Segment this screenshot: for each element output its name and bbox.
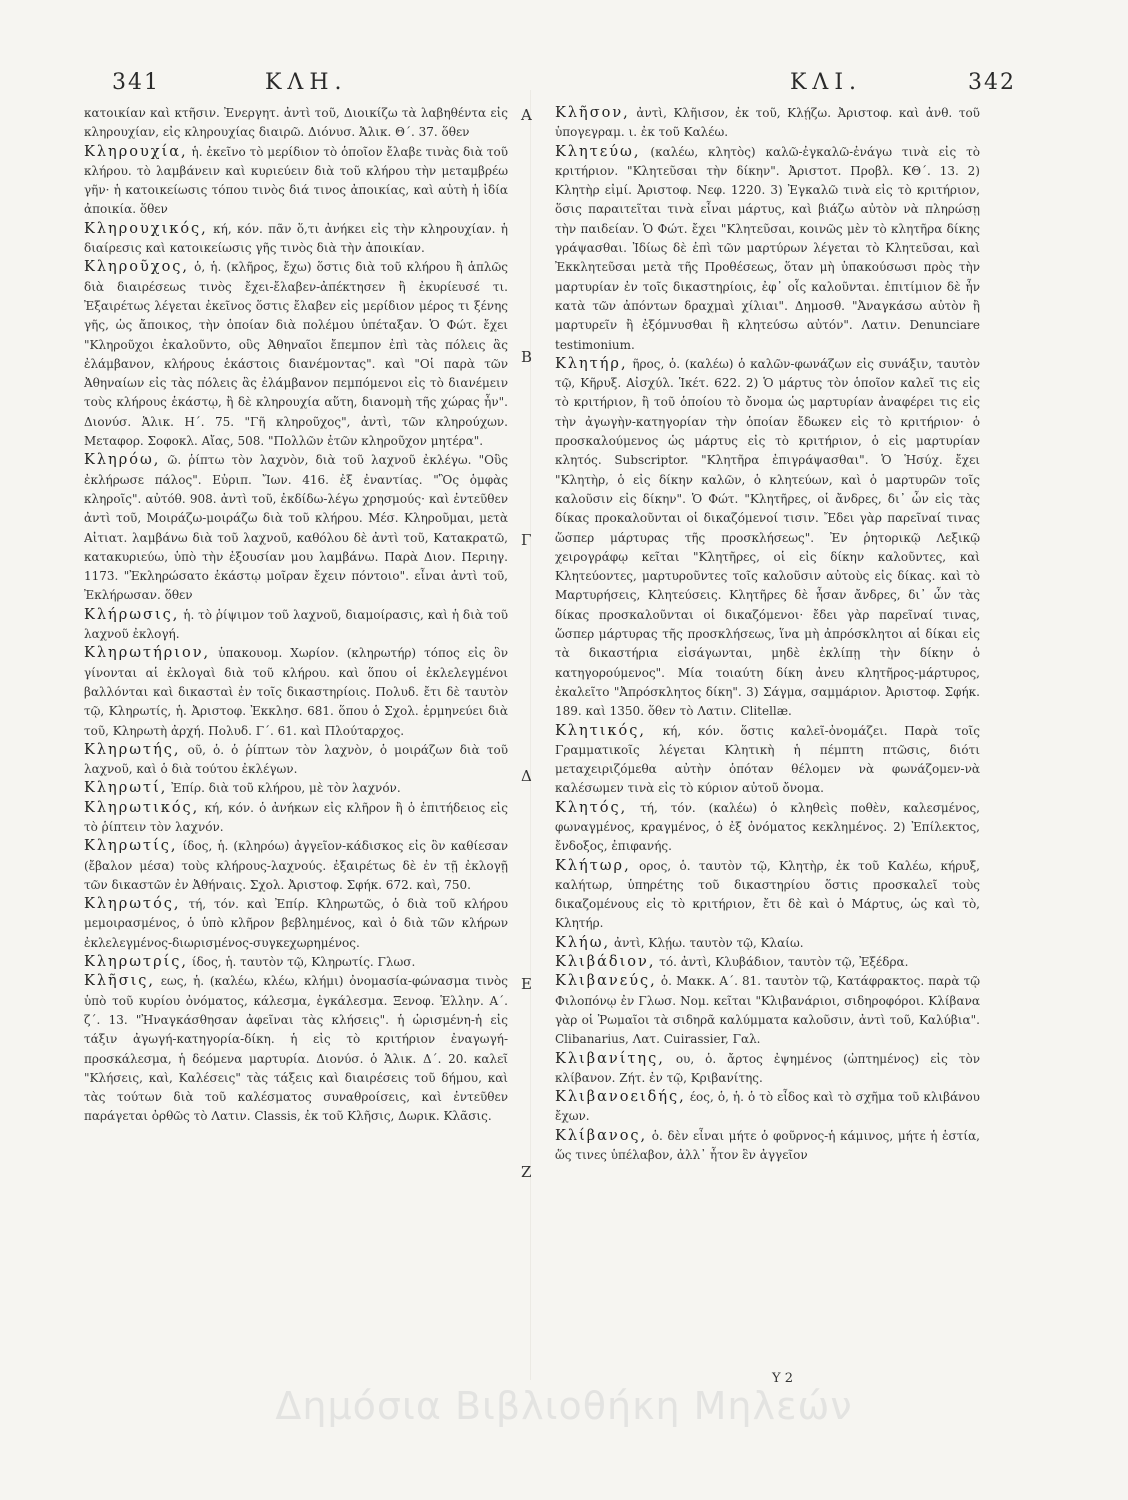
left-column	[84, 104, 508, 1127]
entry-text: ορος, ὁ. ταυτὸν τῷ, Κλητὴρ, ἐκ τοῦ Καλέω, κήρυξ, καλήτωρ, ὑπηρέτης τοῦ δικαστηρίου ὅστις προσκαλεῖ τοὺς δικαζομένους εἰς τὸ κριτήριον, ἔτι δὲ καὶ ὁ Μάρτυς, ὡς καὶ τὸ, Κλητήρ.	[555, 858, 980, 931]
entry-headword: Κλῆσον,	[555, 105, 630, 121]
entry-headword: Κληρωτήριον,	[84, 645, 211, 662]
dictionary-entry	[84, 258, 508, 451]
entry-text: ἀντὶ, Κλῄω. ταυτὸν τῷ, Κλαίω.	[613, 935, 804, 950]
entry-text: ῆρος, ὁ. (καλέω) ὁ καλῶν-φωνάζων εἰς συνάξιν, ταυτὸν τῷ, Κῆρυξ. Αἰσχύλ. Ἱκέτ. 622. 2) Ὁ μάρτυς τὸν ὁποῖον καλεῖ τις εἰς τὸ κριτήριον, ἢ τοῦ ὁποίου τὸ ὄνομα ὡς μαρτυρίαν ἀναφέρει τις εἰς τὴν ἀγωγὴν-κατηγορίαν τὴν ὁποίαν ἔδωκεν εἰς τὸ κριτήριον· ὁ προσκαλούμενος ὡς μάρτυς εἰς τὸ κριτήριον, ὁ εἰς μαρτυρίαν κλητός. Subscriptor. "Κλητῆρα ἐπιγράψασθαι". Ὁ Ἡσύχ. ἔχει "Κλητὴρ, ὁ εἰς δίκην καλῶν, ὁ κλητεύων, καὶ ὁ μαρτυρῶν τοῖς καλοῦσιν εἰς δίκην". Ὁ Φώτ. "Κλητῆρες, οἱ ἄνδρες, δι᾽ ὧν εἰς τὰς δίκας προκαλοῦνται οἱ δικαζόμενοί τισιν. Ἔδει γὰρ παρεῖναί τινας ὥσπερ μάρτυρας τῆς προσκλήσεως". Ἐν ῥητορικῷ Λεξικῷ χειρογράφῳ κεῖται "Κλητῆρες, οἱ εἰς δίκην καλοῦντες, καὶ Κλητεύοντες, μαρτυροῦντες τοῖς καλοῦσιν αὐτοὺς εἰς δίκας. καὶ τὸ Μαρτυρήσεις, Κλητεύσεις. Κλητῆρες δὲ ἦσαν ἄνδρες, δι᾽ ὧν τὰς δίκας προσκαλοῦνται οἱ δικαζόμενοι· ἔδει γὰρ παρεῖναί τινας, ὥσπερ μάρτυρας τῆς προσκλήσεως, ἵνα μὴ ἀπρόσκλητοι αἱ δίκαι εἰς τὰ δικαστήρια εἰσάγωνται, μηδὲ ἐκλίπῃ τὴν δίκην ὁ κατηγορούμενος". Μία τοιαύτη δίκη ἀνευ κλητῆρος-μάρτυρος, ἐκαλεῖτο "Ἀπρόσκλητος δίκη". 3) Σάγμα, σαμμάριον. Ἀριστοφ. Σφήκ. 189. καὶ 1350. ὅθεν τὸ Λατιν. Clitellæ.	[555, 356, 980, 719]
entry-text: ὁ. δὲν εἶναι μήτε ὁ φοῦρνος-ἡ κάμινος, μήτε ἡ ἑστία, ὥς τινες ὑπέλαβον, ἀλλ᾽ ἦτον ἓν ἀγγεῖον	[555, 1128, 980, 1163]
dictionary-entry	[555, 1127, 980, 1166]
entry-headword: Κληρουχικός,	[84, 220, 208, 237]
running-head-right: ΚΛΙ.	[790, 70, 863, 95]
dictionary-entry	[555, 857, 980, 934]
entry-headword: Κλῆσις,	[84, 973, 156, 990]
dictionary-entry	[555, 1088, 980, 1127]
entry-headword: Κλήρωσις,	[84, 606, 180, 623]
dictionary-entry	[555, 972, 980, 1049]
page-fold	[530, 90, 531, 1380]
dictionary-entry	[84, 895, 508, 953]
dictionary-entry	[84, 837, 508, 895]
entry-headword: Κληρωτικός,	[84, 799, 200, 816]
entry-text: ὑπακουομ. Χωρίον. (κληρωτήρ) τόπος εἰς ὃν γίνονται αἱ ἐκλογαὶ διὰ τοῦ κλήρου. καὶ ὅπου οἱ ἐκλελεγμένοι βαλλόνται καὶ δικασταὶ ἐν τοῖς δικαστηρίοις. Πολυδ. ἔτι δὲ ταυτὸν τῷ, Κληρωτίς, ἡ. Ἀριστοφ. Ἐκκλησ. 681. ὅπου ὁ Σχολ. ἑρμηνεύει διὰ τοῦ, Κληρωτὴ ἀρχή. Πολυδ. Γ΄. 61. καὶ Πλούταρχος.	[84, 646, 508, 738]
dictionary-entry	[555, 722, 980, 799]
section-letter: Ζ	[521, 1163, 532, 1181]
dictionary-entry	[84, 606, 508, 645]
dictionary-entry	[555, 934, 980, 953]
entry-text: ἀντὶ, Κλῆισον, ἐκ τοῦ, Κλῄζω. Ἀριστοφ. καὶ ἀνθ. τοῦ ὑπογεγραμ. ι. ἐκ τοῦ Καλέω.	[555, 106, 980, 140]
entry-text: τή, τόν. καὶ Ἐπίρ. Κληρωτῶς, ὁ διὰ τοῦ κλήρου μεμοιρασμένος, ὁ ὑπὸ κλῆρον βεβλημένος, καὶ ὁ διὰ τῶν κλήρων ἐκλελεγμένος-διωρισμένος-συγκεχωρημένος.	[84, 897, 508, 950]
dictionary-entry	[84, 953, 508, 972]
dictionary-entry	[84, 779, 508, 798]
page-number-left: 341	[112, 70, 160, 95]
entry-text: Ἐπίρ. διὰ τοῦ κλήρου, μὲ τὸν λαχνόν.	[171, 781, 401, 796]
entry-headword: Κλήτωρ,	[555, 857, 631, 874]
entry-headword: Κληρωτί,	[84, 780, 168, 797]
dictionary-entry	[555, 143, 980, 355]
entry-text: ἡ. τὸ ῥίψιμον τοῦ λαχνοῦ, διαμοίρασις, καὶ ἡ διὰ τοῦ λαχνοῦ ἐκλογή.	[84, 607, 508, 642]
entry-text: οῦ, ὁ. ὁ ῥίπτων τὸν λαχνὸν, ὁ μοιράζων διὰ τοῦ λαχνοῦ, καὶ ὁ διὰ τούτου ἐκλέγων.	[84, 742, 508, 777]
entry-text: τό. ἀντὶ, Κλυβάδιον, ταυτὸν τῷ, Ἐξέδρα.	[659, 955, 909, 970]
dictionary-entry	[84, 451, 508, 605]
entry-headword: Κληρωτός,	[84, 896, 181, 913]
entry-text: εως, ἡ. (καλέω, κλέω, κλήμι) ὀνομασία-φώνασμα τινὸς ὑπὸ τοῦ κυρίου ὀνόματος, κάλεσμα, ἐγκάλεσμα. Ξενοφ. Ἑλλην. Α΄. ζ΄. 13. "Ἠναγκάσθησαν ἀφεῖναι τὰς κλήσεις". ἡ ὡρισμένη-ἡ εἰς τάξιν ἀγωγή-κατηγορία-δίκη. ἡ εἰς τὸ κριτήριον ἐναγωγή-προσκάλεσμα, ἡ δεόμενα μαρτυρία. Διονύσ. ὁ Ἁλικ. Δ΄. 20. καλεῖ "Κλήσεις, καὶ, Καλέσεις" τὰς τάξεις καὶ διαιρέσεις τοῦ δήμου, καὶ τὰς τούτων διὰ τοῦ καλέσματος συναθροίσεις, καὶ ἐντεῦθεν παράγεται ὀρθῶς τὸ Λατιν. Classis, ἐκ τοῦ Κλῆσις, Δωρικ. Κλᾶσις.	[84, 974, 508, 1124]
entry-text: ου, ὁ. ἄρτος ἐψημένος (ὠπτημένος) εἰς τὸν κλίβανον. Ζήτ. ἐν τῷ, Κριβανίτης.	[555, 1051, 980, 1085]
entry-headword: Κληρουχία,	[84, 143, 188, 160]
entry-text: ὁ. Μακκ. Α΄. 81. ταυτὸν τῷ, Κατάφρακτος. παρὰ τῷ Φιλοπόνῳ ἐν Γλωσ. Νομ. κεῖται "Κλιβανάριοι, σιδηροφόροι. Κλίβανα γὰρ οἱ Ῥωμαῖοι τὰ σιδηρᾶ καλύμματα καλοῦσιν, ἀντὶ τοῦ, Καλύβια". Clibanarius, Λατ. Cuirassier, Γαλ.	[555, 974, 980, 1047]
page-header	[0, 70, 1128, 104]
entry-headword: Κλιβανοειδής,	[555, 1089, 686, 1106]
section-letter: Β	[521, 348, 533, 366]
dictionary-entry	[84, 799, 508, 838]
dictionary-entry	[84, 972, 508, 1126]
entry-headword: Κληρόω,	[84, 452, 161, 469]
entry-headword: Κλήω,	[555, 934, 611, 951]
dictionary-entry	[84, 220, 508, 259]
dictionary-entry	[84, 143, 508, 220]
dictionary-entry	[555, 799, 980, 857]
entry-headword: Κληρωτής,	[84, 741, 181, 758]
dictionary-entry	[84, 104, 508, 143]
entry-headword: Κλιβάδιον,	[555, 954, 656, 971]
entry-headword: Κλητικός,	[555, 722, 646, 739]
dictionary-entry	[555, 355, 980, 722]
dictionary-entry	[555, 104, 980, 143]
entry-text: έος, ὁ, ἡ. ὁ τὸ εἶδος καὶ τὸ σχῆμα τοῦ κλιβάνου ἔχων.	[555, 1090, 980, 1124]
entry-headword: Κληρωτίς,	[84, 838, 178, 855]
entry-text: κή, κόν. ὅστις καλεῖ-ὀνομάζει. Παρὰ τοῖς Γραμματικοῖς λέγεται Κλητικὴ ἡ πέμπτη πτῶσις, διότι μεταχειριζόμεθα αὐτὴν ὁπόταν θέλομεν νὰ φωνάζομεν-νὰ καλέσωμεν τινὰ εἰς τὸ κύριον αὐτοῦ ὄνομα.	[555, 723, 980, 796]
section-letter: Δ	[521, 767, 532, 785]
entry-text: ῶ. ῥίπτω τὸν λαχνὸν, διὰ τοῦ λαχνοῦ ἐκλέγω. "Οὓς ἐκλήρωσε πάλος". Εὐριπ. Ἴων. 416. ἐξ ἐναντίας. "Ὃς ὁμφὰς κληροῖς". αὐτόθ. 908. ἀντὶ τοῦ, ἐκδίδω-λέγω χρησμούς· καὶ ἐντεῦθεν ἀντὶ τοῦ, Μοιράζω-μοιράζω διὰ τοῦ κλήρου. Μέσ. Κληροῦμαι, μετὰ Αἰτιατ. λαμβάνω διὰ τοῦ λαχνοῦ, καθόλου δὲ ἀντὶ τοῦ, Κατακρατῶ, κατακυριεύω, ὑπὸ τὴν ἐξουσίαν μου λαμβάνω. Παρὰ Διον. Περιηγ. 1173. "Ἐκληρώσατο ἑκάστῳ μοῖραν ἔχειν πόντοιο". εἶναι ἀντὶ τοῦ, Ἐκλήρωσαν. ὅθεν	[84, 453, 508, 603]
entry-headword: Κληροῦχος,	[84, 259, 190, 276]
entry-text: κατοικίαν καὶ κτῆσιν. Ἐνεργητ. ἀντὶ τοῦ, Διοικίζω τὰ λαβηθέντα εἰς κληρουχίαν, εἰς κληρουχίας διαιρῶ. Διόνυσ. Ἁλικ. Θ΄. 37. ὅθεν	[84, 106, 508, 140]
entry-text: τή, τόν. (καλέω) ὁ κληθεὶς ποθὲν, καλεσμένος, φωναγμένος, κραγμένος, ὁ ἐξ ὀνόματος κεκλημένος. 2) Ἐπίλεκτος, ἔνδοξος, ἐπιφανής.	[555, 800, 980, 854]
entry-headword: Κλιβανεύς,	[555, 973, 657, 990]
entry-headword: Κλητήρ,	[555, 355, 628, 372]
dictionary-entry	[84, 644, 508, 740]
section-letter: Γ	[521, 531, 532, 549]
entry-text: ὁ, ἡ. (κλῆρος, ἔχω) ὅστις διὰ τοῦ κλήρου ἢ ἁπλῶς διὰ διαιρέσεως τινὸς ἔχει-ἔλαβεν-ἀπέκτησεν ἢ ἐκυρίευσέ τι. Ἐξαιρέτως λέγεται ἐκεῖνος ὅστις ἔλαβεν εἰς μερίδιον μέρος τι ξένης γῆς, ὡς ἄποικος, τὴν ὁποίαν διὰ πολέμου ὑπέταξαν. Ὁ Φώτ. ἔχει "Κληροῦχοι ἐκαλοῦντο, οὓς Ἀθηναῖοι ἔπεμπον ἐπὶ τὰς πόλεις ἃς ἐλάμβανον, κλήρους ἑκάστοις διανέμοντας". καὶ "Οἱ παρὰ τῶν Ἀθηναίων εἰς τὰς πόλεις ἃς ἐλάμβανον πεμπόμενοι εἰς τὸ διανέμειν τοὺς κλήρους ἑκάστῳ, ἢ δὲ κληρουχία αὕτη, διανομὴ τῆς χώρας ἦν". Διονύσ. Ἁλικ. Η΄. 75. "Γῆ κληροῦχος", ἀντὶ, τῶν κληρούχων. Μεταφορ. Σοφοκλ. Αἴας, 508. "Πολλῶν ἐτῶν κληροῦχον μητέρα".	[84, 260, 508, 449]
dictionary-entry	[84, 741, 508, 780]
section-letter: Ε	[521, 975, 532, 993]
right-column	[555, 104, 980, 1165]
entry-text: ίδος, ἡ. ταυτὸν τῷ, Κληρωτίς. Γλωσ.	[191, 955, 416, 970]
entry-headword: Κλίβανος,	[555, 1127, 648, 1144]
entry-text: ίδος, ἡ. (κληρόω) ἀγγεῖον-κάδισκος εἰς ὃν καθίεσαν (ἔβαλον μέσα) τοὺς κλήρους-λαχνούς. ἐξαιρέτως δὲ ἐν τῇ ἐκλογῇ τῶν δικαστῶν ἐν Ἀθήναις. Σχολ. Ἀριστοφ. Σφήκ. 672. καὶ, 750.	[84, 839, 508, 892]
dictionary-entry	[555, 953, 980, 972]
entry-text: ἡ. ἐκεῖνο τὸ μερίδιον τὸ ὁποῖον ἔλαβε τινὰς διὰ τοῦ κλήρου. τὸ λαμβάνειν καὶ κυριεύειν διὰ τοῦ κλήρου τὴν μεταμβρέω γῆν· ἡ κατοικείωσις τόπου τινὸς διά τινος ἀποικίας, καὶ αὐτὴ ἡ ἰδία ἀποικία. ὅθεν	[84, 144, 508, 217]
entry-text: (καλέω, κλητὸς) καλῶ-ἐγκαλῶ-ἐνάγω τινὰ εἰς τὸ κριτήριον. "Κλητεῦσαι τὴν δίκην". Ἀριστοτ. Προβλ. ΚΘ΄. 13. 2) Κλητὴρ εἰμί. Ἀριστοφ. Νεφ. 1220. 3) Ἐγκαλῶ τινὰ εἰς τὸ κριτήριον, ὅσις παραιτεῖται τινὰ εἶναι μάρτυς, καὶ βιάζω αὐτὸν νὰ πληρώσῃ τὴν παιδείαν. Ὁ Φώτ. ἔχει "Κλητεῦσαι, κοινῶς μὲν τὸ κλητῆρα δίκης γράψασθαι. Ἰδίως δὲ ἐπὶ τῶν μαρτύρων λέγεται τὸ Κλητεῦσαι, καὶ Ἐκκλητεῦσαι μετὰ τῆς Προθέσεως, ὅταν μὴ ὑπακούσωσι πρὸς τὴν μαρτυρίαν ἐν τοῖς δικαστηρίοις, ἐφ᾽ οἷς καλοῦνται. ἐπιτίμιον δὲ ἦν κατὰ τῶν ἀπόντων δραχμαὶ χίλιαι". Δημοσθ. "Ἀναγκάσω αὐτὸν ἢ μαρτυρεῖν ἢ ἐξόμνυσθαι ἢ κλητεύσω αὐτόν". Λατιν. Denunciare testimonium.	[555, 144, 980, 352]
entry-headword: Κλιβανίτης,	[555, 1050, 665, 1067]
entry-headword: Κληρωτρίς,	[84, 954, 189, 971]
page-number-right: 342	[968, 70, 1016, 95]
entry-text: κή, κόν. ὁ ἀνήκων εἰς κλῆρον ἢ ὁ ἐπιτήδειος εἰς τὸ ῥίπτειν τὸν λαχνόν.	[84, 800, 508, 834]
dictionary-entry	[555, 1050, 980, 1089]
signature-mark: Υ 2	[772, 1371, 793, 1386]
entry-headword: Κλητεύω,	[555, 143, 641, 160]
section-letter: Α	[521, 106, 532, 124]
entry-text: κή, κόν. πᾶν ὅ,τι ἀνήκει εἰς τὴν κληρουχίαν. ἡ διαίρεσις καὶ κατοικείωσις γῆς τινὸς διὰ τὴν ἀποικίαν.	[84, 221, 508, 256]
running-head-left: ΚΛΗ.	[265, 70, 348, 95]
library-watermark: Δημόσια Βιβλιοθήκη Μηλεών	[275, 1384, 853, 1428]
entry-headword: Κλητός,	[555, 799, 628, 816]
